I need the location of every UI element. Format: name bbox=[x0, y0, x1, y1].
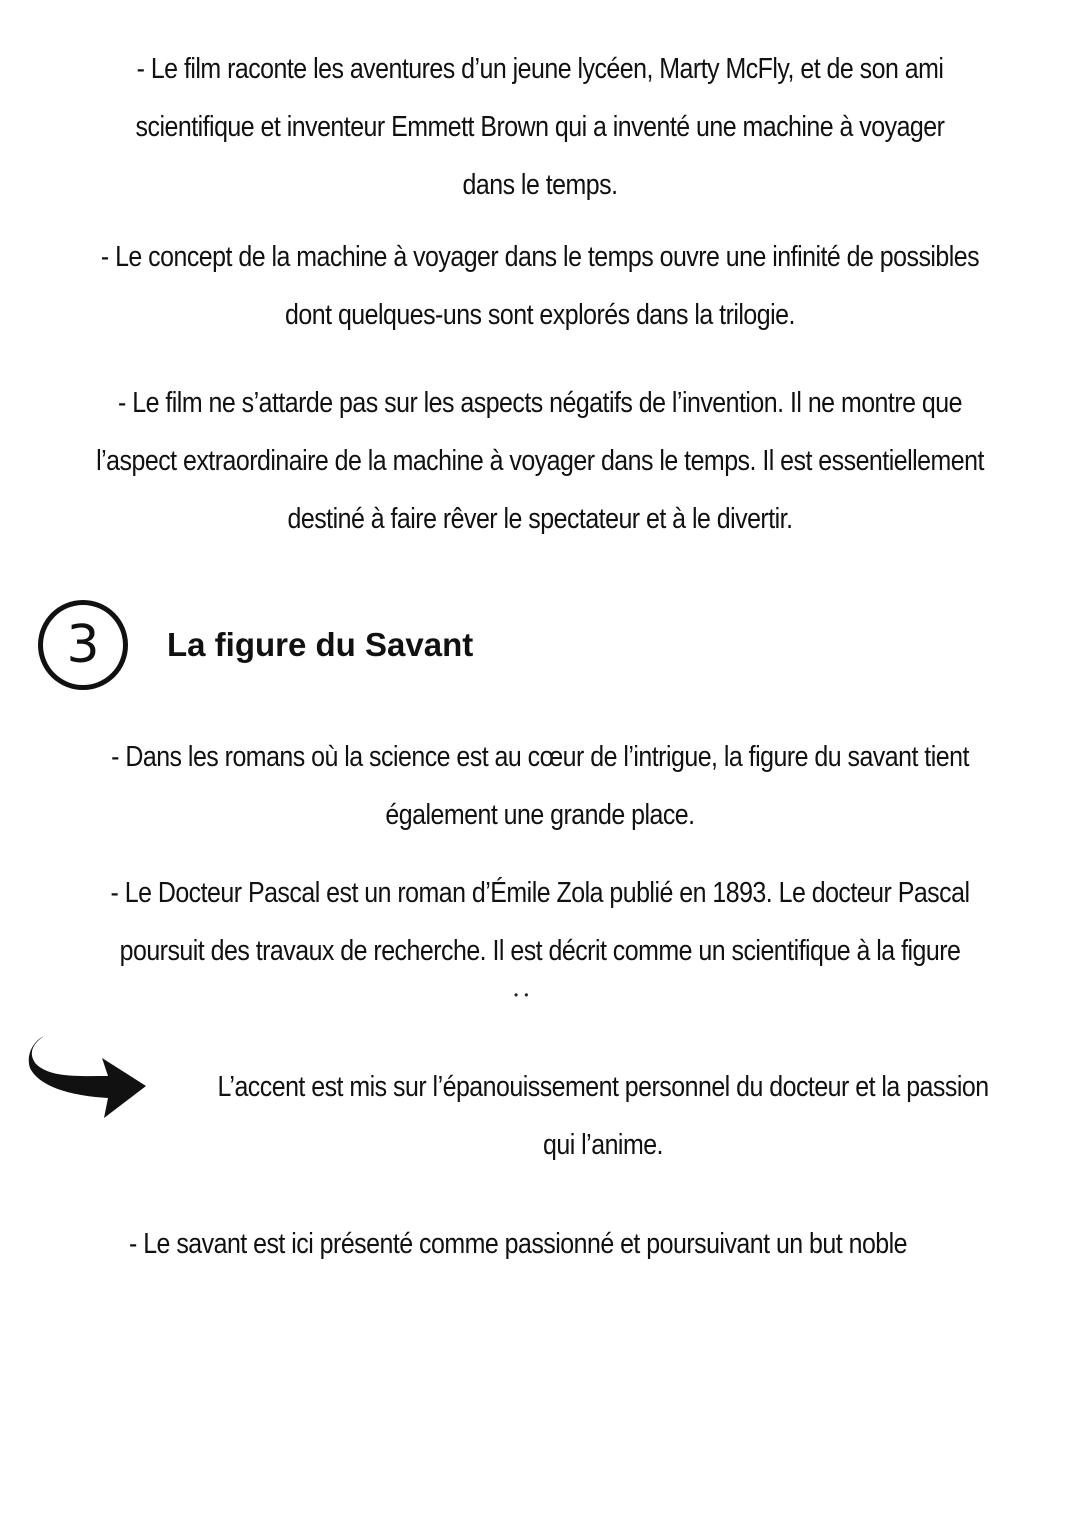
text-line: - Le Docteur Pascal est un roman d’Émile Zola publié en 1893. Le docteur Pascal bbox=[110, 877, 970, 909]
paragraph-docteur-pascal bbox=[76, 864, 1005, 980]
paragraph-film-plot bbox=[76, 40, 1005, 214]
paragraph-time-machine-concept bbox=[76, 228, 1005, 344]
section-heading bbox=[38, 593, 473, 697]
section-number-badge: 3 bbox=[38, 600, 128, 690]
text-line: destiné à faire rêver le spectateur et à le divertir. bbox=[287, 503, 793, 535]
text-line: - Le film raconte les aventures d’un jeune lycéen, Marty McFly, et de son ami bbox=[136, 53, 944, 85]
section-title: La figure du Savant bbox=[167, 626, 474, 663]
paragraph-savant-conclusion bbox=[0, 1215, 929, 1273]
text-line: l’aspect extraordinaire de la machine à voyager dans le temps. Il est essentiellement bbox=[96, 445, 984, 477]
arrow-note bbox=[0, 1030, 1080, 1160]
text-line: - Le film ne s’attarde pas sur les aspects négatifs de l’invention. Il ne montre que bbox=[118, 387, 962, 419]
text-line: qui l’anime. bbox=[543, 1129, 663, 1161]
text-line: dans le temps. bbox=[462, 169, 618, 201]
arrow-note-text bbox=[213, 1058, 992, 1174]
text-line: scientifique et inventeur Emmett Brown qui a inventé une machine à voyager bbox=[135, 111, 945, 143]
ellipsis-dots: •• bbox=[514, 988, 535, 1002]
text-line: également une grande place. bbox=[385, 799, 695, 831]
paragraph-savant-novels bbox=[76, 728, 1005, 844]
text-line: poursuit des travaux de recherche. Il est décrit comme un scientifique à la figure bbox=[119, 935, 961, 967]
paragraph-film-purpose bbox=[76, 374, 1005, 548]
text-line: - Le concept de la machine à voyager dans le temps ouvre une infinité de possibles bbox=[100, 241, 980, 273]
text-line: L’accent est mis sur l’épanouissement personnel du docteur et la passion bbox=[217, 1071, 989, 1103]
curved-arrow-icon bbox=[24, 1032, 148, 1120]
text-line: dont quelques-uns sont explorés dans la trilogie. bbox=[285, 299, 795, 331]
text-line: - Le savant est ici présenté comme passionné et poursuivant un but noble bbox=[129, 1228, 908, 1260]
text-line: - Dans les romans où la science est au cœur de l’intrigue, la figure du savant tient bbox=[111, 741, 969, 773]
